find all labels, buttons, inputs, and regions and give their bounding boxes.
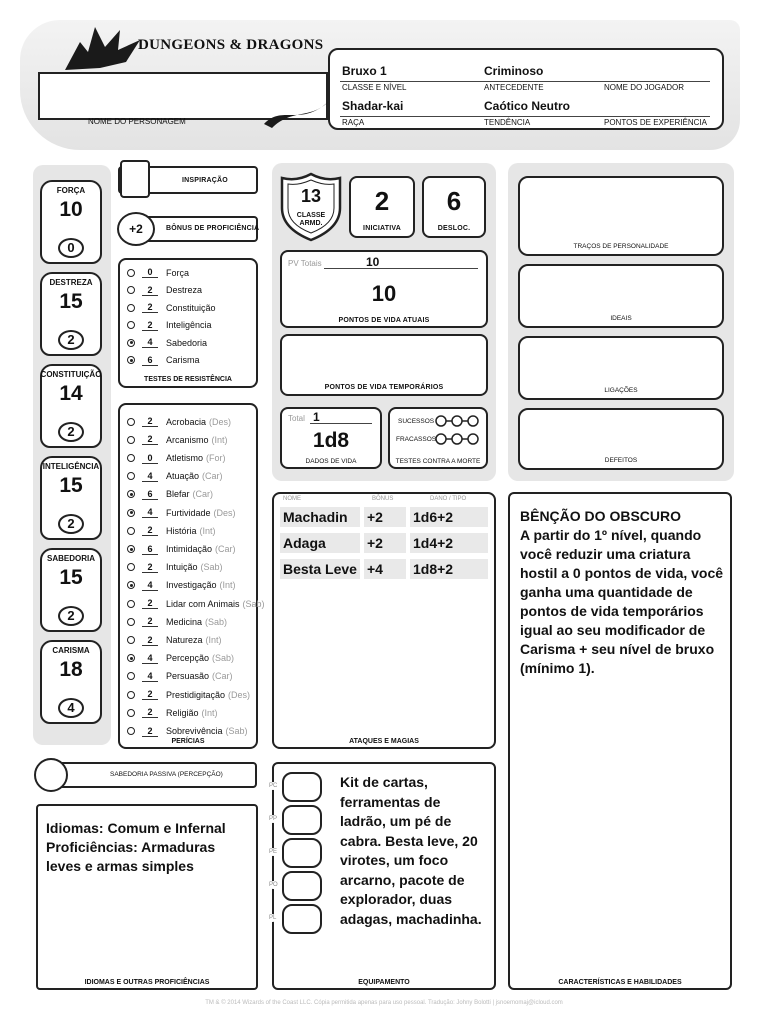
footer-text: TM & © 2014 Wizards of the Coast LLC. Cópia permitida apenas para uso pessoal. Tradução: Johny Bolotti | jsnoemomaj@icloud.com <box>205 1000 563 1006</box>
personality-traits-box[interactable] <box>518 176 724 256</box>
personality-traits-label: TRAÇOS DE PERSONALIDADE <box>573 243 669 250</box>
proficiency-dot-icon[interactable] <box>127 509 135 517</box>
features-label: CARACTERÍSTICAS E HABILIDADES <box>558 979 682 986</box>
proficiency-dot-icon[interactable] <box>127 356 135 364</box>
proficiency-dot-icon[interactable] <box>127 691 135 699</box>
saving-throw-value: 2 <box>142 302 158 313</box>
flaws-label: DEFEITOS <box>604 457 638 464</box>
death-saves-success-checkboxes[interactable] <box>434 414 480 428</box>
skill-name: Arcanismo <box>166 434 209 445</box>
background-label: ANTECEDENTE <box>484 83 544 92</box>
saving-throw-row[interactable] <box>127 264 189 281</box>
proficiency-dot-icon[interactable] <box>127 527 135 535</box>
background-value[interactable]: Criminoso <box>484 64 544 78</box>
saving-throw-row[interactable] <box>127 282 202 299</box>
skill-row[interactable] <box>127 668 233 685</box>
death-saves-fail-checkboxes[interactable] <box>434 432 480 446</box>
ideals-label: IDEAIS <box>610 315 632 322</box>
saving-throw-row[interactable] <box>127 299 216 316</box>
coin-label: PP <box>269 816 278 822</box>
skill-value: 6 <box>142 544 158 555</box>
character-info-block <box>328 48 724 130</box>
coin-label: PC <box>269 783 278 789</box>
proficiency-dot-icon[interactable] <box>127 654 135 662</box>
skill-name: Atletismo <box>166 453 204 464</box>
ability-modifier[interactable]: 2 <box>58 514 84 534</box>
attack-bonus[interactable]: +2 <box>364 533 406 553</box>
proficiency-dot-icon[interactable] <box>127 563 135 571</box>
proficiency-bonus-value[interactable]: +2 <box>117 212 155 246</box>
skill-attribute: (Car) <box>215 544 236 555</box>
bonds-label: LIGAÇÕES <box>604 387 638 394</box>
skill-value: 0 <box>142 453 158 464</box>
saving-throw-name: Destreza <box>166 285 203 296</box>
skill-attribute: (Int) <box>199 525 216 536</box>
coin-box[interactable] <box>282 772 322 802</box>
hp-max-value[interactable]: 10 <box>366 255 380 269</box>
skill-value: 2 <box>142 434 158 445</box>
skill-attribute: (Int) <box>211 434 228 445</box>
skill-name: Natureza <box>166 635 203 646</box>
player-name-label: NOME DO JOGADOR <box>604 83 685 92</box>
armor-class-label-2: ARMD. <box>299 220 323 227</box>
ability-modifier[interactable]: 0 <box>58 238 84 258</box>
skill-row[interactable] <box>127 595 265 612</box>
ability-score[interactable]: 18 <box>59 658 83 681</box>
proficiency-dot-icon[interactable] <box>127 709 135 717</box>
coin-box[interactable] <box>282 904 322 934</box>
armor-class-shield-icon <box>280 172 342 242</box>
skill-attribute: (Des) <box>228 689 251 700</box>
skill-name: Persuasão <box>166 671 210 682</box>
bonds-box[interactable] <box>518 336 724 400</box>
race-label: RAÇA <box>342 118 365 127</box>
alignment-value[interactable]: Caótico Neutro <box>484 99 571 113</box>
proficiency-dot-icon[interactable] <box>127 618 135 626</box>
attacks-col-bonus: BÔNUS <box>372 496 394 502</box>
ability-score[interactable]: 15 <box>59 290 83 313</box>
saving-throw-row[interactable] <box>127 352 200 369</box>
skill-row[interactable] <box>127 577 236 594</box>
ability-1 <box>40 272 102 356</box>
ability-score[interactable]: 15 <box>59 566 83 589</box>
skill-value: 4 <box>142 580 158 591</box>
death-saves-success-label: SUCESSOS <box>398 418 435 425</box>
saving-throw-name: Força <box>166 267 190 278</box>
skill-row[interactable] <box>127 613 227 630</box>
skill-attribute: (Sab) <box>225 726 248 737</box>
skill-attribute: (Sab) <box>212 653 235 664</box>
hp-current-label: PONTOS DE VIDA ATUAIS <box>338 317 430 324</box>
skill-value: 4 <box>142 671 158 682</box>
proficiency-dot-icon[interactable] <box>127 636 135 644</box>
ability-0 <box>40 180 102 264</box>
speed-value[interactable]: 6 <box>446 186 462 216</box>
skill-row[interactable] <box>127 631 222 648</box>
ideals-box[interactable] <box>518 264 724 328</box>
attacks-label: ATAQUES E MAGIAS <box>349 738 419 745</box>
initiative-value[interactable]: 2 <box>374 186 390 216</box>
features-text[interactable]: A partir do 1º nível, quando você reduzir uma criatura hostil a 0 pontos de vida, você ganha uma quantidade de pontos de vida temporários igual ao seu modificador de Carisma + seu nível de bruxo (mínimo 1). <box>520 527 724 676</box>
proficiency-dot-icon[interactable] <box>127 490 135 498</box>
class-level-value[interactable]: Bruxo 1 <box>342 64 387 78</box>
skill-value: 4 <box>142 471 158 482</box>
skill-value: 2 <box>142 616 158 627</box>
skill-name: Percepção <box>166 653 210 664</box>
skill-attribute: (Des) <box>213 507 236 518</box>
saving-throw-value: 0 <box>142 267 158 278</box>
proficiency-dot-icon[interactable] <box>127 321 135 329</box>
dragon-tail-icon <box>262 94 332 130</box>
skill-attribute: (Sab) <box>205 616 228 627</box>
xp-label: PONTOS DE EXPERIÊNCIA <box>604 118 707 127</box>
ability-modifier[interactable]: 2 <box>58 422 84 442</box>
skill-name: Medicina <box>166 616 203 627</box>
saving-throw-value: 2 <box>142 285 158 296</box>
skill-attribute: (Int) <box>219 580 236 591</box>
saving-throw-value: 4 <box>142 337 158 348</box>
flaws-box[interactable] <box>518 408 724 470</box>
skills-label: PERÍCIAS <box>171 738 205 745</box>
proficiency-dot-icon[interactable] <box>127 269 135 277</box>
proficiency-dot-icon[interactable] <box>127 600 135 608</box>
coin-box[interactable] <box>282 805 322 835</box>
skill-name: Intuição <box>166 562 198 573</box>
ability-name: FORÇA <box>56 186 86 195</box>
skill-row[interactable] <box>127 704 218 721</box>
skill-name: Religião <box>166 707 199 718</box>
inspiration-label: INSPIRAÇÃO <box>182 177 228 184</box>
ability-name: INTELIGÊNCIA <box>42 462 100 471</box>
languages-label: IDIOMAS E OUTRAS PROFICIÊNCIAS <box>84 979 210 986</box>
speed-label: DESLOC. <box>437 225 471 232</box>
skill-value: 2 <box>142 416 158 427</box>
coin-box[interactable] <box>282 838 322 868</box>
skill-name: Investigação <box>166 580 217 591</box>
character-name-label: NOME DO PERSONAGEM <box>88 117 186 126</box>
saving-throw-name: Sabedoria <box>166 337 208 348</box>
attacks-box <box>272 492 496 749</box>
proficiency-dot-icon[interactable] <box>127 545 135 553</box>
hit-dice-total-value[interactable]: 1 <box>313 410 320 424</box>
equipment-label: EQUIPAMENTO <box>358 979 410 986</box>
attack-name[interactable]: Besta Leve <box>280 559 360 579</box>
skill-row[interactable] <box>127 686 250 703</box>
skill-attribute: (Car) <box>212 671 233 682</box>
skill-name: Sobrevivência <box>166 726 223 737</box>
proficiency-dot-icon[interactable] <box>127 418 135 426</box>
ability-modifier[interactable]: 4 <box>58 698 84 718</box>
initiative-label: INICIATIVA <box>363 225 401 232</box>
ability-score[interactable]: 15 <box>59 474 83 497</box>
skill-value: 4 <box>142 507 158 518</box>
hit-dice-label: DADOS DE VIDA <box>305 458 357 465</box>
skill-value: 4 <box>142 653 158 664</box>
proficiency-dot-icon[interactable] <box>127 304 135 312</box>
equipment-text[interactable]: Kit de cartas, ferramentas de ladrão, um pé de cabra. Besta leve, 20 virotes, um foco arcarno, pacote de explorador, duas adagas, machadinha. <box>340 774 482 927</box>
skill-value: 2 <box>142 726 158 737</box>
skill-row[interactable] <box>127 413 231 430</box>
ability-score[interactable]: 14 <box>59 382 83 405</box>
skill-row[interactable] <box>127 540 236 557</box>
proficiency-dot-icon[interactable] <box>127 286 135 294</box>
attacks-col-name: NOME <box>283 496 301 502</box>
attack-damage[interactable]: 1d4+2 <box>410 533 488 553</box>
skill-attribute: (Car) <box>192 489 214 500</box>
skill-name: Blefar <box>166 489 190 500</box>
ability-3 <box>40 456 102 540</box>
skill-row[interactable] <box>127 431 228 448</box>
saving-throw-name: Carisma <box>166 355 200 366</box>
ability-name: SABEDORIA <box>46 554 95 563</box>
proficiency-dot-icon[interactable] <box>127 436 135 444</box>
attack-name[interactable]: Adaga <box>280 533 360 553</box>
saving-throw-name: Constituição <box>166 302 216 313</box>
coin-label: PO <box>269 882 278 888</box>
ability-name: CARISMA <box>52 646 90 655</box>
saving-throw-value: 6 <box>142 355 158 366</box>
skill-value: 2 <box>142 525 158 536</box>
skill-name: Prestidigitação <box>166 689 226 700</box>
skill-value: 6 <box>142 489 158 500</box>
features-title[interactable]: BÊNÇÃO DO OBSCURO <box>520 508 682 524</box>
skill-row[interactable] <box>127 486 213 503</box>
skill-row[interactable] <box>127 559 223 576</box>
skill-name: Acrobacia <box>166 416 207 427</box>
attack-bonus[interactable]: +2 <box>364 507 406 527</box>
skill-row[interactable] <box>127 468 223 485</box>
languages-text[interactable]: Idiomas: Comum e Infernal Proficiências: Armaduras leves e armas simples <box>46 820 226 874</box>
hit-dice-total-label: Total <box>288 414 305 423</box>
hit-dice-value[interactable]: 1d8 <box>312 429 350 452</box>
dragon-logo-icon <box>60 22 150 74</box>
proficiency-dot-icon[interactable] <box>127 454 135 462</box>
logo-text: DUNGEONS & DRAGONS <box>138 37 324 53</box>
attack-name[interactable]: Machadin <box>280 507 360 527</box>
inspiration-checkbox[interactable] <box>120 160 150 198</box>
ability-4 <box>40 548 102 632</box>
proficiency-dot-icon[interactable] <box>127 581 135 589</box>
skill-name: Lidar com Animais <box>166 598 240 609</box>
proficiency-dot-icon[interactable] <box>127 672 135 680</box>
ability-modifier[interactable]: 2 <box>58 606 84 626</box>
skill-attribute: (Int) <box>201 707 218 718</box>
skill-value: 2 <box>142 707 158 718</box>
armor-class-label-1: CLASSE <box>296 212 326 219</box>
skill-row[interactable] <box>127 449 226 466</box>
death-saves-fail-label: FRACASSOS <box>396 436 437 443</box>
ability-2 <box>40 364 102 448</box>
skill-attribute: (Sab) <box>242 598 265 609</box>
skill-value: 2 <box>142 689 158 700</box>
attack-bonus[interactable]: +4 <box>364 559 406 579</box>
proficiency-dot-icon[interactable] <box>127 472 135 480</box>
proficiency-bonus-label: BÔNUS DE PROFICIÊNCIA <box>166 225 260 232</box>
skill-row[interactable] <box>127 650 234 667</box>
coin-box[interactable] <box>282 871 322 901</box>
class-level-label: CLASSE E NÍVEL <box>342 83 407 92</box>
proficiency-dot-icon[interactable] <box>127 727 135 735</box>
passive-wisdom-value[interactable] <box>34 758 68 792</box>
saving-throws-label: TESTES DE RESISTÊNCIA <box>144 376 232 383</box>
saving-throw-name: Inteligência <box>166 320 212 331</box>
hp-max-label: PV Totais <box>288 259 322 268</box>
skill-name: História <box>166 525 197 536</box>
skill-attribute: (Car) <box>202 471 223 482</box>
temp-hp-label: PONTOS DE VIDA TEMPORÁRIOS <box>324 384 444 391</box>
skill-attribute: (Sab) <box>200 562 223 573</box>
ability-score[interactable]: 10 <box>59 198 83 221</box>
attack-damage[interactable]: 1d6+2 <box>410 507 488 527</box>
saving-throw-row[interactable] <box>127 317 212 334</box>
skill-name: Furtividade <box>166 507 211 518</box>
coin-label: PL <box>269 915 277 921</box>
ability-name: DESTREZA <box>49 278 93 287</box>
skill-value: 2 <box>142 598 158 609</box>
saving-throw-value: 2 <box>142 320 158 331</box>
saving-throw-row[interactable] <box>127 334 207 351</box>
ability-modifier[interactable]: 2 <box>58 330 84 350</box>
skill-attribute: (For) <box>206 453 226 464</box>
race-value[interactable]: Shadar-kai <box>342 99 404 113</box>
skill-value: 2 <box>142 635 158 646</box>
coin-label: PE <box>269 849 278 855</box>
passive-wisdom-label: SABEDORIA PASSIVA (PERCEPÇÃO) <box>110 771 223 778</box>
death-saves-label: TESTES CONTRA A MORTE <box>395 458 481 465</box>
proficiency-dot-icon[interactable] <box>127 339 135 347</box>
skill-name: Atuação <box>166 471 200 482</box>
skill-row[interactable] <box>127 504 236 521</box>
ability-name: CONSTITUIÇÃO <box>40 370 102 379</box>
skill-row[interactable] <box>127 522 216 539</box>
skill-attribute: (Int) <box>205 635 222 646</box>
attack-damage[interactable]: 1d8+2 <box>410 559 488 579</box>
skill-name: Intimidação <box>166 544 213 555</box>
hp-current-value[interactable]: 10 <box>371 281 397 306</box>
ability-5 <box>40 640 102 724</box>
attacks-col-damage: DANO / TIPO <box>430 496 467 502</box>
alignment-label: TENDÊNCIA <box>484 118 531 127</box>
skill-attribute: (Des) <box>209 416 232 427</box>
skill-value: 2 <box>142 562 158 573</box>
armor-class-value[interactable]: 13 <box>300 186 322 206</box>
